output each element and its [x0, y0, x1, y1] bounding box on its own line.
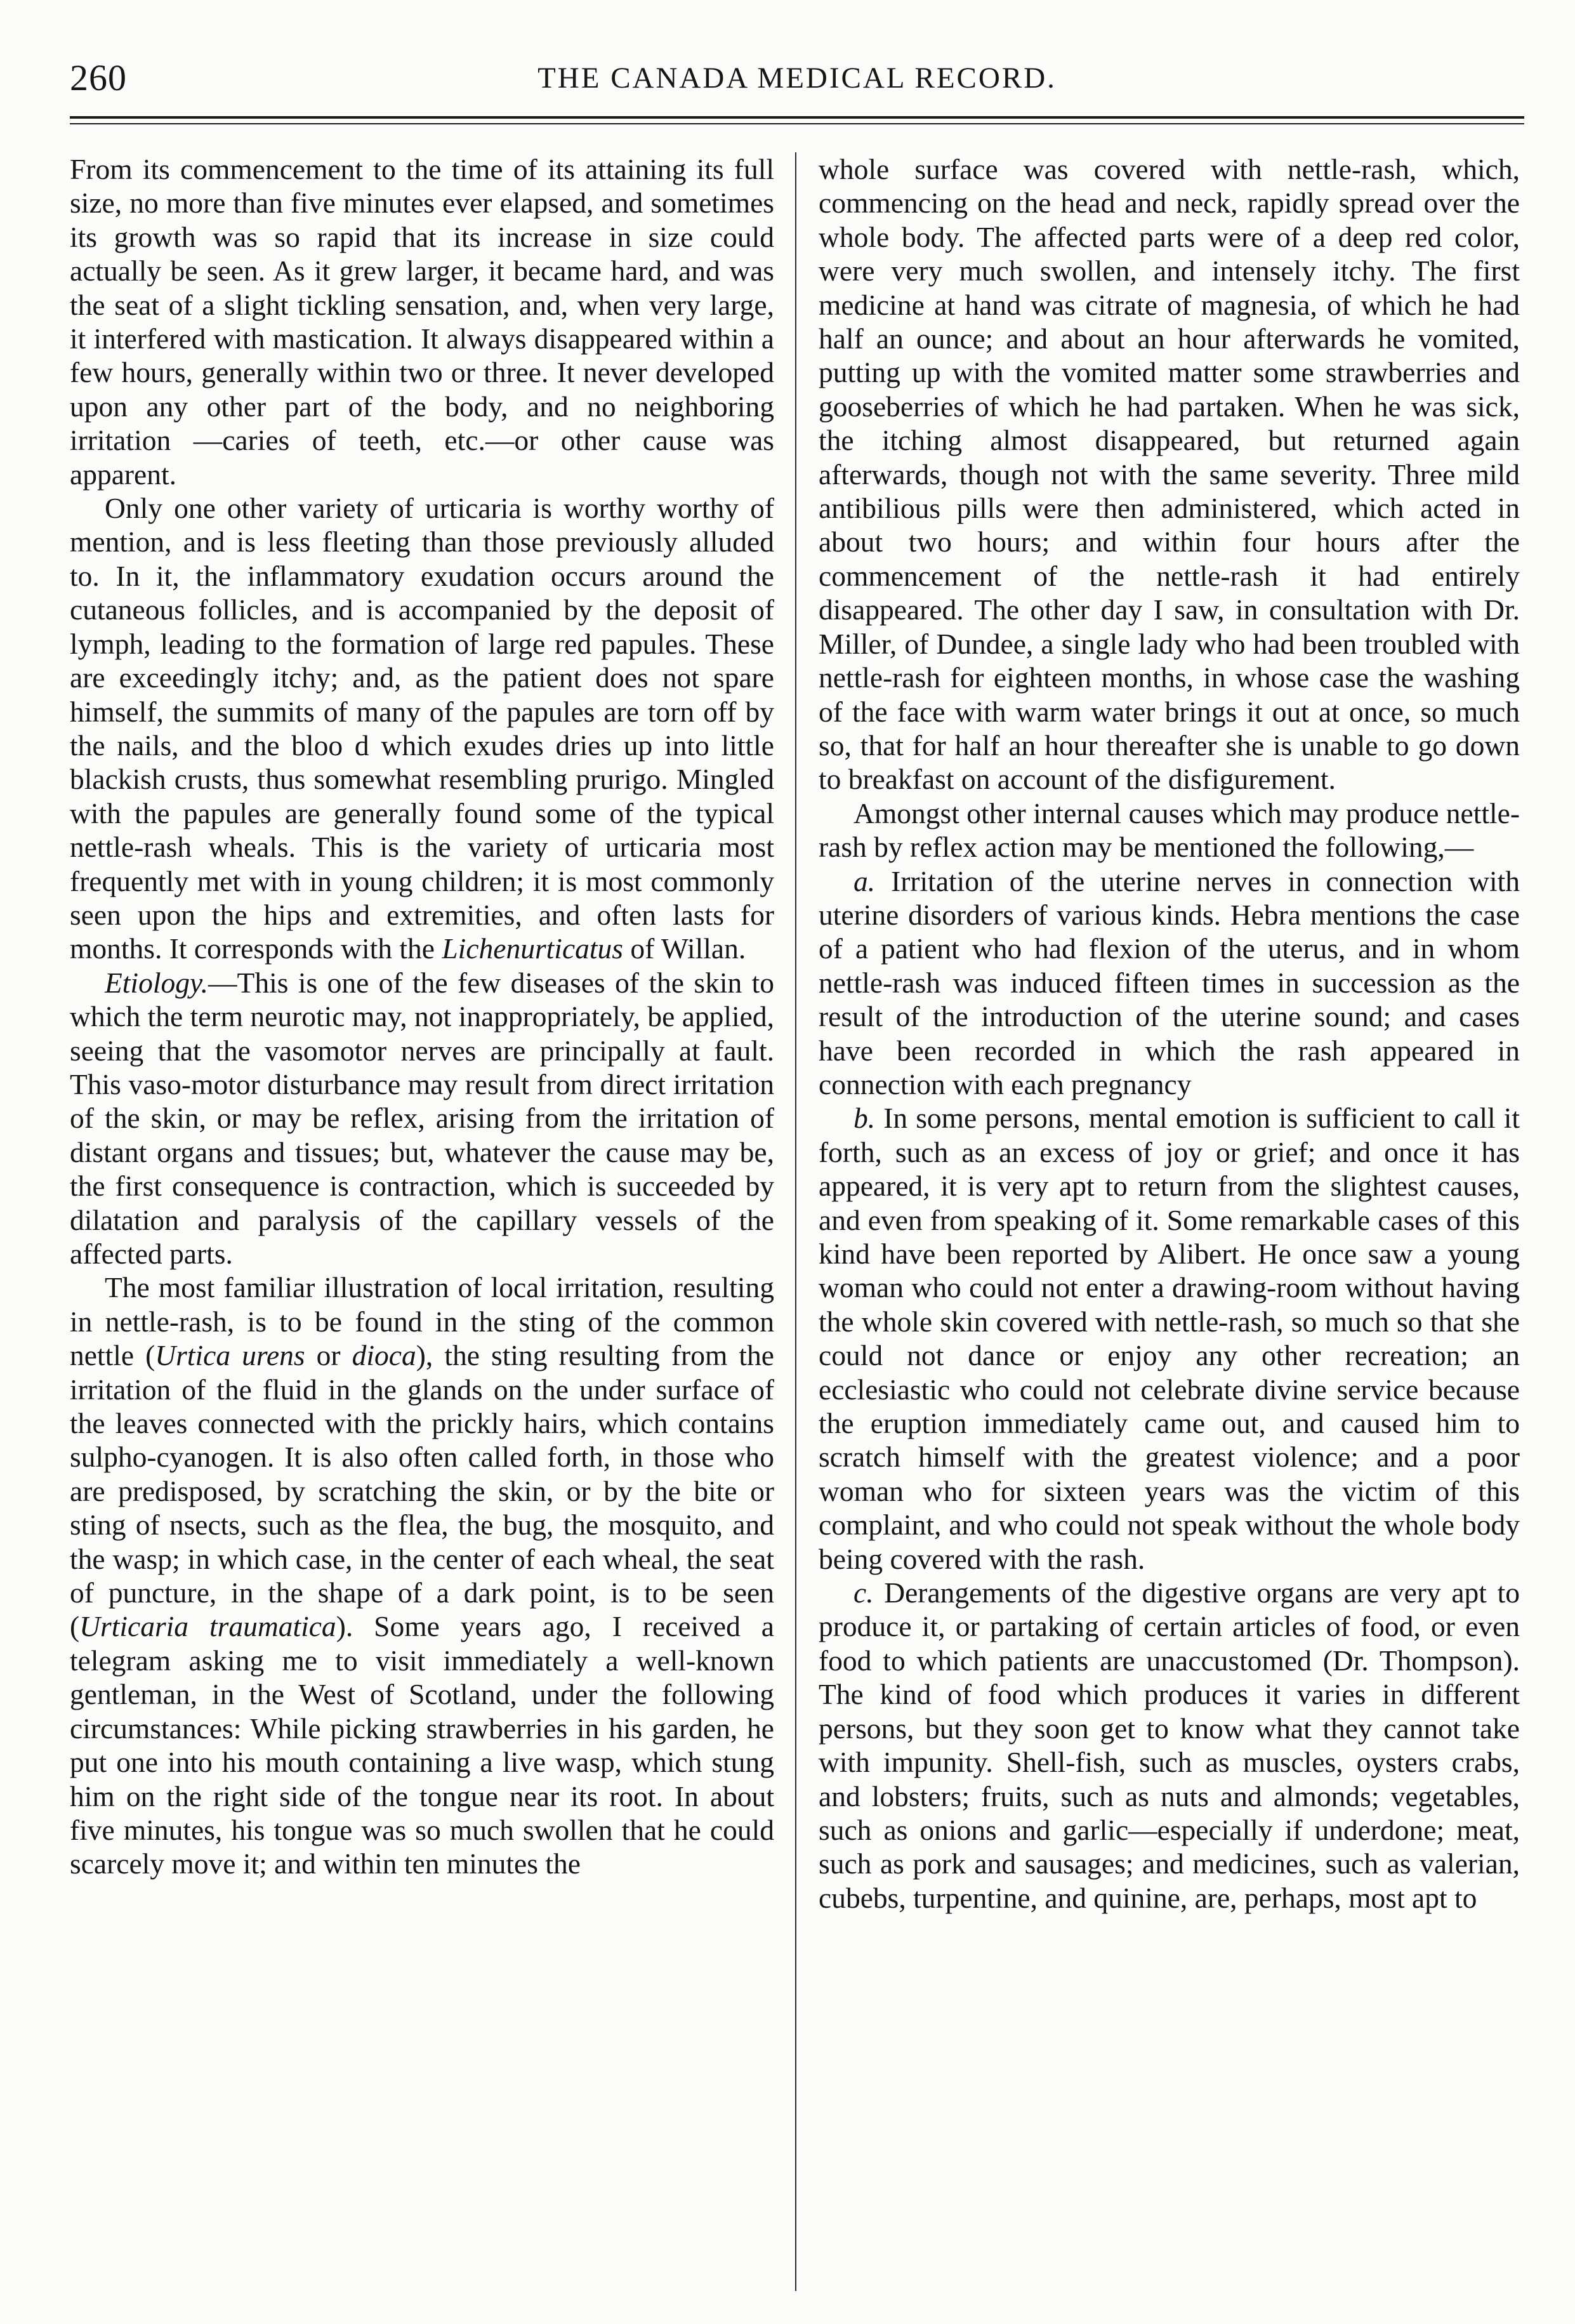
italic-term: dioca — [352, 1339, 416, 1372]
paragraph: The most familiar illustration of local irritation, resulting in nettle-rash, is to be found in the sting of the common nettle (Urtica urens or dioca), the sting resulting from the irritation of the fluid in the glands on the under surface of the leaves connected with the prickly hairs, which contains sulpho-cyanogen. It is also often called forth, in those who are predisposed, by scratching the skin, or by the bite or sting of nsects, such as the flea, the bug, the mosquito, and the wasp; in which case, in the center of each wheal, the seat of puncture, in the shape of a dark point, is to be seen (Urticaria traumatica). Some years ago, I received a telegram asking me to visit immediately a well-known gentleman, in the West of Scotland, under the following circumstances: While picking strawberries in his garden, he put one into his mouth containing a live wasp, which stung him on the right side of the tongue near its root. In about five minutes, his tongue was so much swollen that he could scarcely move it; and within ten minutes the — [70, 1271, 774, 1880]
paragraph-item-c: c. Derangements of the digestive organs are very apt to produce it, or partaking of certain articles of food, or even food to which patients are unaccustomed (Dr. Thompson). The kind of food which produces it varies in different persons, but they soon get to know what they cannot take with impunity. Shell-fish, such as muscles, oysters crabs, and lobsters; fruits, such as nuts and almonds; vegetables, such as onions and garlic—especially if underdone; meat, such as pork and sausages; and medicines, such as valerian, cubebs, turpentine, and quinine, are, perhaps, most apt to — [819, 1576, 1520, 1914]
right-column — [819, 152, 1520, 2304]
running-header — [70, 50, 1524, 107]
column-divider — [795, 152, 796, 2291]
italic-term: Urtica urens — [155, 1339, 305, 1372]
header-rule-thin — [70, 123, 1524, 124]
paragraph: Amongst other internal causes which may produce nettle-rash by reflex action may be mentioned the following,— — [819, 796, 1520, 864]
paragraph-etiology: Etiology.—This is one of the few diseases of the skin to which the term neurotic may, not inappropriately, be applied, seeing that the vasomotor nerves are principally at fault. This vaso-motor disturbance may result from direct irritation of the skin, or may be reflex, arising from the irritation of distant organs and tissues; but, whatever the cause may be, the first consequence is contraction, which is succeeded by dilatation and paralysis of the capillary vessels of the affected parts. — [70, 966, 774, 1270]
paragraph-item-a: a. Irritation of the uterine nerves in connection with uterine disorders of various kinds. Hebra mentions the case of a patient who had flexion of the uterus, and in whom nettle-rash was induced fifteen times in succession as the result of the introduction of the uterine sound; and cases have been recorded in which the rash appeared in connection with each pregnancy — [819, 864, 1520, 1100]
item-label: c. — [853, 1576, 874, 1609]
journal-title: THE CANADA MEDICAL RECORD. — [537, 62, 1057, 95]
left-column — [70, 152, 774, 2304]
paragraph: whole surface was covered with nettle-rash, which, commencing on the head and neck, rapidly spread over the whole body. The affected parts were of a deep red color, were very much swollen, and intensely itchy. The first medicine at hand was citrate of magnesia, of which he had half an ounce; and about an hour afterwards he vomited, putting up with the vomited matter some strawberries and gooseberries of which he had partaken. When he was sick, the itching almost disappeared, but returned again afterwards, though not with the same severity. Three mild antibilious pills were then administered, which acted in about two hours; and within four hours after the commencement of the nettle-rash it had entirely disappeared. The other day I saw, in consultation with Dr. Miller, of Dundee, a single lady who had been troubled with nettle-rash for eighteen months, in whose case the washing of the face with warm water brings it out at once, so much so, that for half an hour thereafter she is unable to go down to breakfast on account of the disfigurement. — [819, 153, 1520, 796]
paragraph-item-b: b. In some persons, mental emotion is sufficient to call it forth, such as an excess of joy or grief; and once it has appeared, it is very apt to return from the slightest causes, and even from speaking of it. Some remarkable cases of this kind have been reported by Alibert. He once saw a young woman who could not enter a drawing-room without having the whole skin covered with nettle-rash, so much so that she could not dance or enjoy any other recreation; an ecclesiastic who could not celebrate divine service because the eruption immediately came out, and caused him to scratch himself with the greatest violence; and a poor woman who for sixteen years was the victim of this complaint, and who could not speak without the whole body being covered with the rash. — [819, 1102, 1520, 1575]
section-heading: Etiology. — [105, 966, 209, 999]
paragraph: From its commencement to the time of its attaining its full size, no more than five minutes ever elapsed, and sometimes its growth was so rapid that its increase in size could actually be seen. As it grew larger, it became hard, and was the seat of a slight tickling sensation, and, when very large, it interfered with mastication. It always disappeared within a few hours, generally within two or three. It never developed upon any other part of the body, and no neighboring irritation —caries of teeth, etc.—or other cause was apparent. — [70, 153, 774, 491]
page-number: 260 — [70, 57, 127, 98]
paragraph: Only one other variety of urticaria is worthy worthy of mention, and is less fleeting than those previously alluded to. In it, the inflammatory exudation occurs around the cutaneous follicles, and is accompanied by the deposit of lymph, leading to the formation of large red papules. These are exceedingly itchy; and, as the patient does not spare himself, the summits of many of the papules are torn off by the nails, and the bloo d which exudes dries up into little blackish crusts, thus somewhat resembling prurigo. Mingled with the papules are generally found some of the typical nettle-rash wheals. This is the variety of urticaria most frequently met with in young children; it is most commonly seen upon the hips and extremities, and often lasts for months. It corresponds with the Lichenurticatus of Willan. — [70, 492, 774, 965]
italic-term: Lichenurticatus — [442, 932, 623, 965]
italic-term: Urticaria traumatica — [79, 1610, 336, 1643]
item-label: b. — [853, 1102, 876, 1135]
header-rule-thick — [70, 116, 1524, 119]
item-label: a. — [853, 864, 876, 897]
